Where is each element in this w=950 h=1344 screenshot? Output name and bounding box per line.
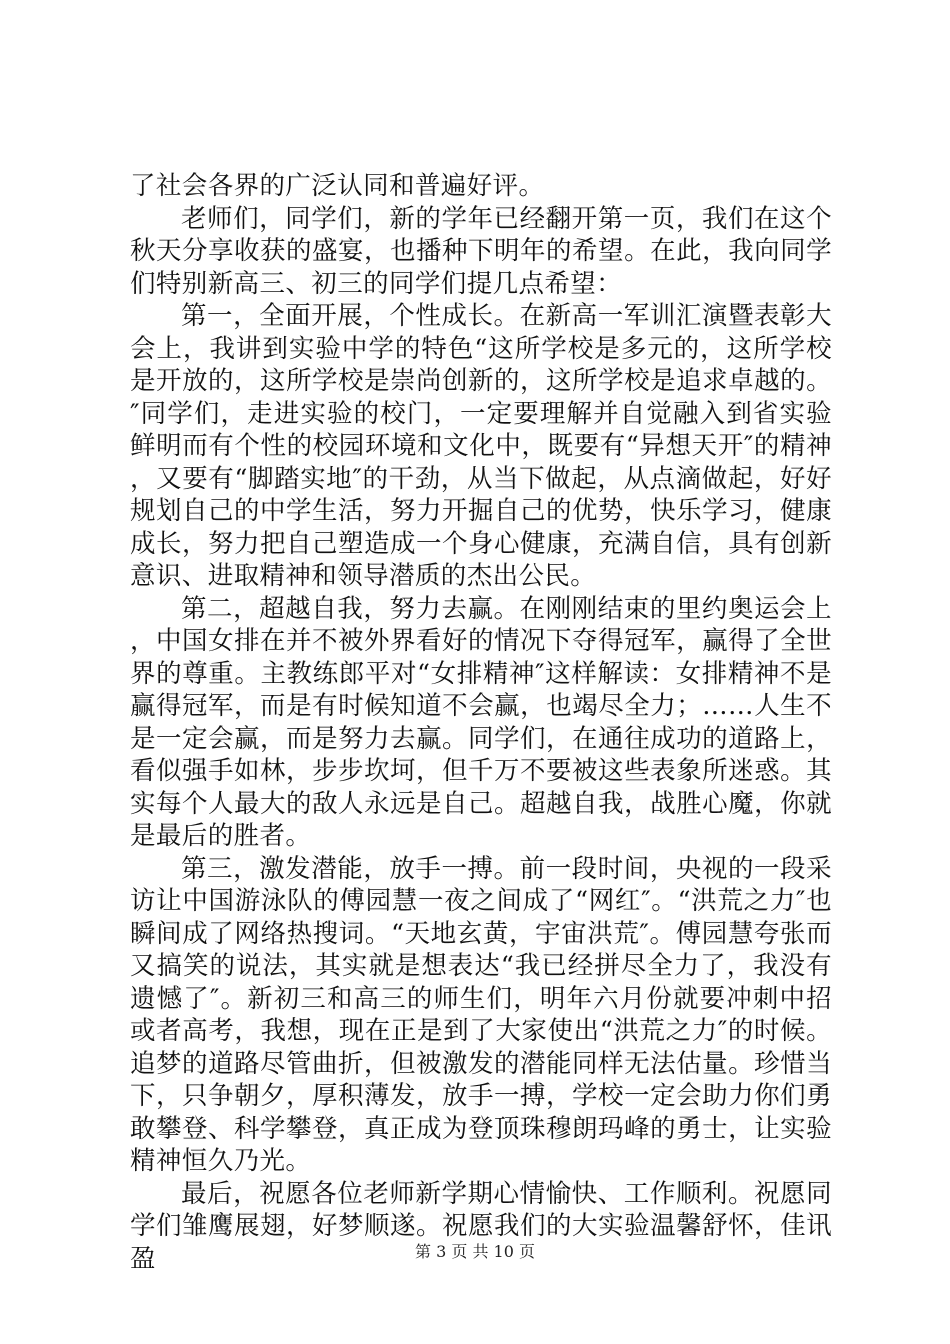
paragraph-point-two: 第二，超越自我，努力去赢。在刚刚结束的里约奥运会上，中国女排在并不被外界看好的情况下夺得冠军，赢得了全世界的尊重。主教练郎平对“女排精神″这样解读：女排精神不是赢得冠军，而是有时候知道不会赢，也竭尽全力；……人生不是一定会赢，而是努力去赢。同学们，在通往成功的道路上，看似强手如林，步步坎坷，但千万不要被这些表象所迷惑。其实每个人最大的敌人永远是自己。超越自我，战胜心魔，你就是最后的胜者。 <box>130 593 832 851</box>
page-number-footer: 第 3 页 共 10 页 <box>415 1242 535 1261</box>
paragraph-continuation: 了社会各界的广泛认同和普遍好评。 <box>130 171 545 201</box>
paragraph-point-three: 第三，激发潜能，放手一搏。前一段时间，央视的一段采访让中国游泳队的傅园慧一夜之间成了“网红″。“洪荒之力″也瞬间成了网络热搜词。“天地玄黄，宇宙洪荒″。傅园慧夸张而又搞笑的说法，其实就是想表达“我已经拼尽全力了，我没有遗憾了″。新初三和高三的师生们，明年六月份就要冲刺中招或者高考，我想，现在正是到了大家使出“洪荒之力″的时候。追梦的道路尽管曲折，但被激发的潜能同样无法估量。珍惜当下，只争朝夕，厚积薄发，放手一搏，学校一定会助力你们勇敢攀登、科学攀登，真正成为登顶珠穆朗玛峰的勇士，让实验精神恒久乃光。 <box>130 853 832 1176</box>
document-body <box>130 170 832 1275</box>
paragraph-greeting: 老师们，同学们，新的学年已经翻开第一页，我们在这个秋天分享收获的盛宴，也播种下明年的希望。在此，我向同学们特别新高三、初三的同学们提几点希望： <box>130 203 832 299</box>
paragraph-point-one: 第一，全面开展，个性成长。在新高一军训汇演暨表彰大会上，我讲到实验中学的特色“这所学校是多元的，这所学校是开放的，这所学校是崇尚创新的，这所学校是追求卓越的。″同学们，走进实验的校门，一定要理解并自觉融入到省实验鲜明而有个性的校园环境和文化中，既要有“异想天开″的精神，又要有“脚踏实地″的干劲，从当下做起，从点滴做起，好好规划自己的中学生活，努力开掘自己的优势，快乐学习，健康成长，努力把自己塑造成一个身心健康，充满自信，具有创新意识、进取精神和领导潜质的杰出公民。 <box>130 301 832 591</box>
paragraph-closing: 最后，祝愿各位老师新学期心情愉快、工作顺利。祝愿同学们雏鹰展翅，好梦顺遂。祝愿我们的大实验温馨舒怀，佳讯盈 <box>130 1178 832 1274</box>
